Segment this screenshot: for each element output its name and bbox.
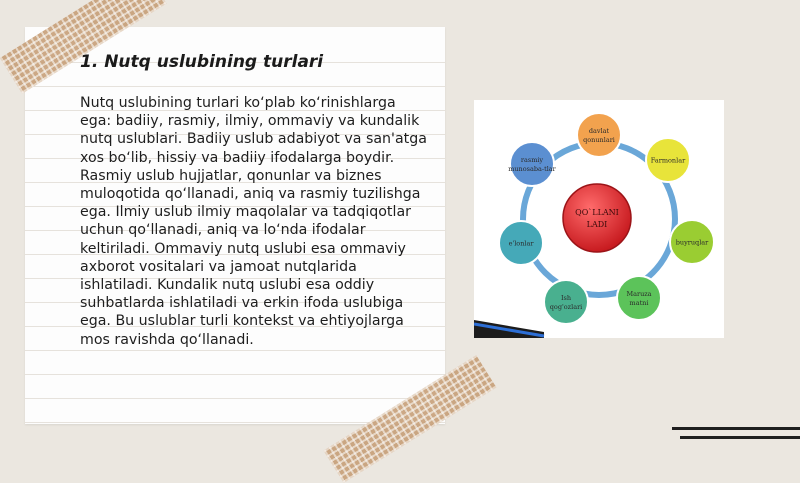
body-paragraph: Nutq uslubining turlari ko‘plab ko‘rinishlarga ega: badiiy, rasmiy, ilmiy, ommaviy va kundalik nutq uslublari. Badiiy uslub adabiyot va san'atga xos bo‘lib, hissiy va badiiy ifodalarga boydir. Rasmiy uslub hujjatlar, qonunlar va biznes muloqotida qo‘llanadi, aniq va rasmiy tuzilishga ega. Ilmiy uslub ilmiy maqolalar va tadqiqotlar uchun qo‘llanadi, aniq va lo‘nda ifodalar keltiriladi. Ommaviy nutq uslubi esa ommaviy axborot vositalari va jamoat nutqlarida ishlatiladi. Kundalik nutq uslubi esa oddiy suhbatlarda ishlatiladi va erkin ifoda uslubiga ega. Bu uslublar turli kontekst va ehtiyojlarga mos ravishda qo‘llanadi. [80,95,427,348]
diagram-node-circle [577,113,621,157]
diagram-node-label: Ish [560,294,572,302]
decor-line-2 [680,436,800,439]
diagram-node-circle [510,142,554,186]
diagram-node-label: Farmonlar [650,156,686,165]
cycle-diagram [474,100,724,338]
diagram-node-label: qonunlari [583,136,615,144]
diagram-node [646,138,690,182]
decor-line-1 [672,427,800,430]
center-circle [563,184,631,252]
center-label-line2: LADI [586,220,608,229]
diagram-node-label: e'lonlar [508,239,534,248]
diagram-node [577,113,621,157]
diagram-node-label: davlat [588,127,610,135]
diagram-node-label: rasmiy [520,156,544,164]
decorative-lines [672,425,800,445]
diagram-node-label: munosaba-tlar [508,165,556,173]
center-label-line1: QO`LLANI [575,208,619,217]
diagram-node-circle [544,280,588,324]
diagram-node [670,220,714,264]
diagram-node-label: qog'ozlari [549,303,583,311]
diagram-node [508,142,556,186]
cycle-diagram-image [474,100,724,338]
diagram-node-circle [617,276,661,320]
slide-title: 1. Nutq uslubining turlari [80,52,324,72]
diagram-node-label: Maruza [626,290,652,298]
diagram-node [499,221,543,265]
diagram-node [617,276,661,320]
diagram-node-label: buyruqlar [675,238,709,247]
diagram-node [544,280,588,324]
diagram-node-label: matni [629,299,649,307]
